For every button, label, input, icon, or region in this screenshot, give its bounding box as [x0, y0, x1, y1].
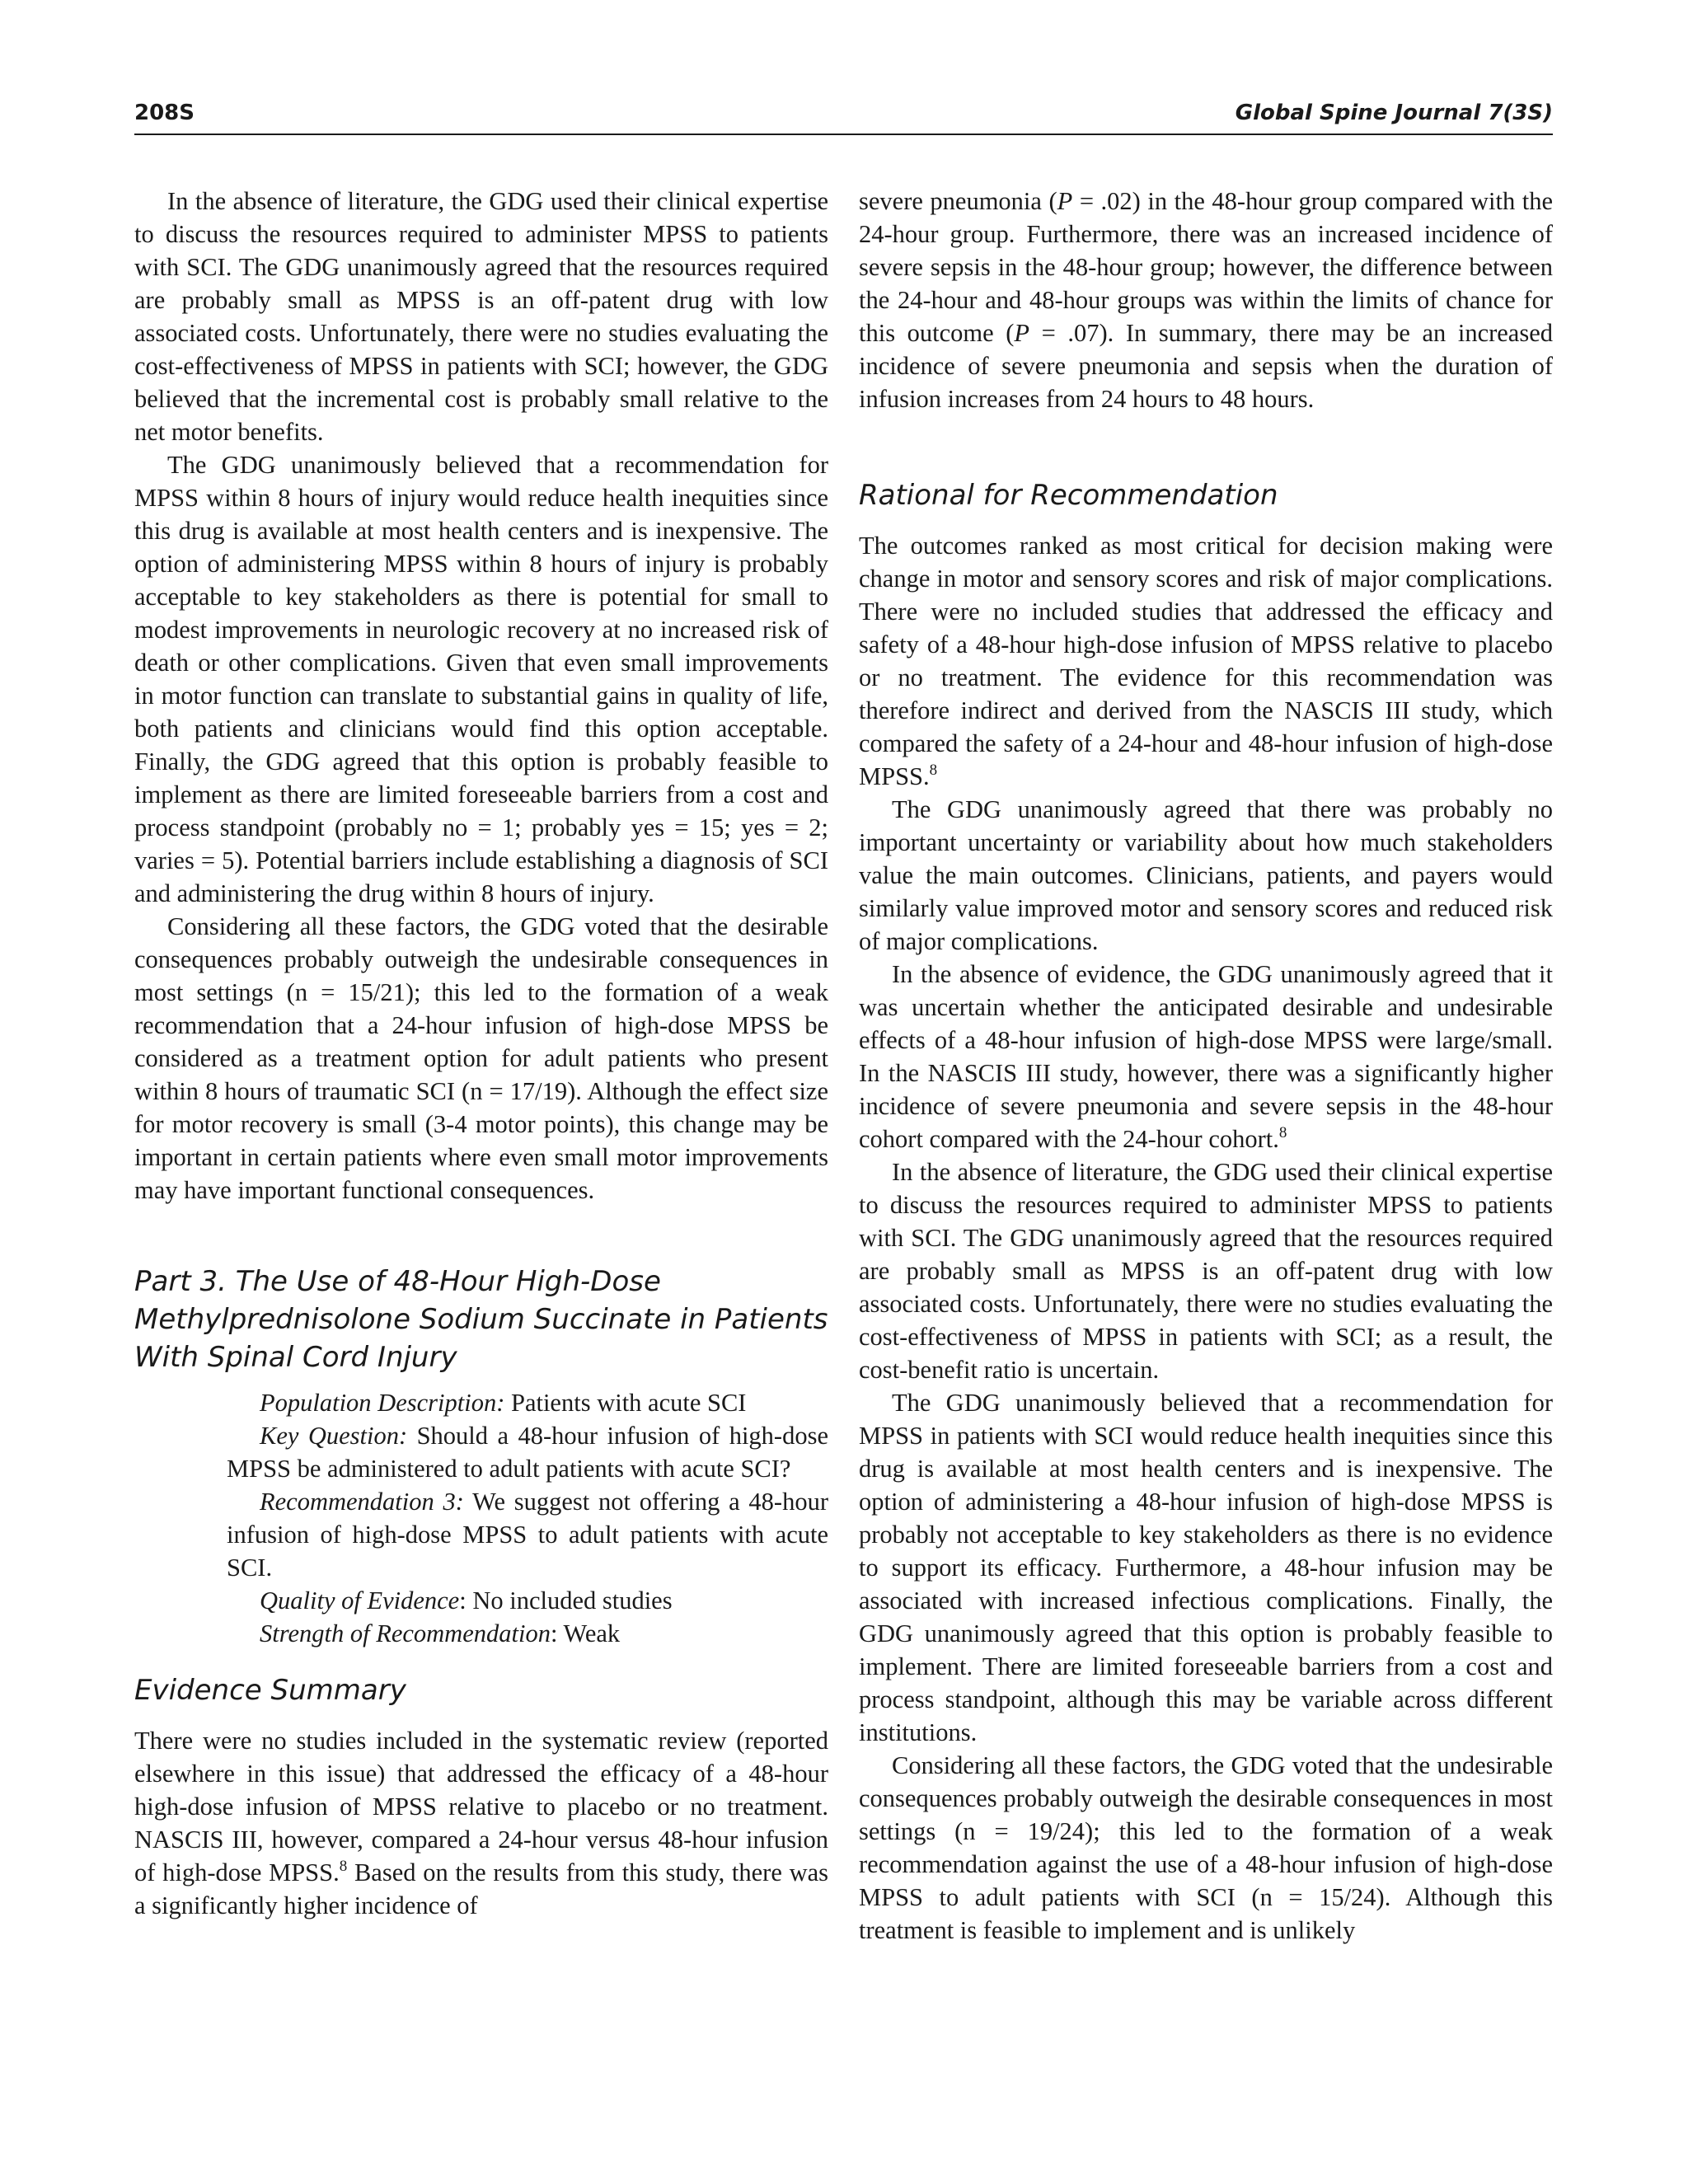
recommendation-text: We suggest not offering a 48-hour infusion of high-dose MPSS to adult patients with acute SCI.	[227, 1488, 828, 1582]
reference-8[interactable]: 8	[339, 1858, 348, 1875]
part3-heading-line-3: With Spinal Cord Injury	[134, 1341, 457, 1374]
population-label: Population Description:	[260, 1389, 505, 1417]
strength-label: Strength of Recommendation	[260, 1619, 551, 1647]
strength-of-recommendation	[194, 1617, 828, 1650]
pneumonia-text-a: severe pneumonia (	[859, 187, 1057, 215]
paragraph-equity-48h: The GDG unanimously believed that a recommendation for MPSS in patients with SCI would reduce health inequities since this drug is available at most health centers and is inexpensive. The option of administering a 48-hour infusion of high-dose MPSS is probably not acceptable to key stakeholders as there is no evidence to support its efficacy. Furthermore, a 48-hour infusion may be associated with increased infectious complications. Finally, the GDG unanimously agreed that this option is probably feasible to implement. There are limited foreseeable barriers from a cost and process standpoint, although this may be variable across different institutions.	[859, 1389, 1553, 1746]
outcomes-text: The outcomes ranked as most critical for decision making were change in motor and sensory scores and risk of major complications. There were no included studies that addressed the efficacy and safety of a 48-hour high-dose infusion of MPSS relative to placebo or no treatment. The evidence for this recommendation was therefore indirect and derived from the NASCIS III study, which compared the safety of a 24-hour and 48-hour infusion of high-dose MPSS.	[859, 532, 1553, 790]
part3-heading-line-2: Methylprednisolone Sodium Succinate in Patients	[134, 1303, 828, 1336]
paragraph-considering-48h: Considering all these factors, the GDG voted that the undesirable consequences probably outweigh the desirable consequences in most settings (n = 19/24); this led to the formation of a weak recommendation against the use of a 48-hour infusion of high-dose MPSS to adult patients with SCI (n = 15/24). Although this treatment is feasible to implement and is unlikely	[859, 1751, 1553, 1944]
paragraph-outcomes	[859, 529, 1553, 793]
section-heading-rational: Rational for Recommendation	[859, 479, 1278, 512]
p-value-symbol: P	[1057, 187, 1073, 215]
paragraph-resources-48h: In the absence of literature, the GDG used their clinical expertise to discuss the resources required to administer MPSS to patients with SCI. The GDG unanimously agreed that the resources required are probably small as MPSS is an off-patent drug with low associated costs. Unfortunately, there were no studies evaluating the cost-effectiveness of MPSS in patients with SCI; as a result, the cost-benefit ratio is uncertain.	[859, 1158, 1553, 1384]
reference-8[interactable]: 8	[929, 762, 938, 779]
evidence-text-b: Based on the results from this study, there was a significantly higher incidence of	[134, 1858, 829, 1919]
uncertainty-text: In the absence of evidence, the GDG unanimously agreed that it was uncertain whether the anticipated desirable and undesirable effects of a 48-hour infusion of high-dose MPSS were large/small. In the NASCIS III study, however, there was a significantly higher incidence of severe pneumonia and severe sepsis in the 48-hour cohort compared with the 24-hour cohort.	[859, 960, 1553, 1153]
running-header	[134, 97, 1553, 135]
p-value-symbol: P	[1014, 319, 1030, 347]
key-question	[194, 1419, 828, 1485]
section-heading-part3	[134, 1263, 828, 1376]
paragraph-evidence-summary	[134, 1724, 828, 1922]
part3-heading-line-1: Part 3. The Use of 48-Hour High-Dose	[134, 1265, 661, 1298]
population-description	[194, 1386, 828, 1419]
strength-text: : Weak	[550, 1619, 621, 1647]
pneumonia-text-b: = .02) in the 48-hour group compared with the 24-hour group. Furthermore, there was an increased incidence of severe sepsis in the 48-hour group; however, the difference between the 24-hour and 48-hour groups was within the limits of chance for this outcome (	[859, 187, 1553, 347]
journal-citation: Global Spine Journal 7(3S)	[1235, 101, 1553, 125]
section-heading-evidence-summary: Evidence Summary	[134, 1674, 406, 1707]
pneumonia-text-c: = .07). In summary, there may be an increased incidence of severe pneumonia and sepsis when the duration of infusion increases from 24 hours to 48 hours.	[859, 319, 1553, 413]
paragraph-values: The GDG unanimously agreed that there was probably no important uncertainty or variability about how much stakeholders value the main outcomes. Clinicians, patients, and payers would similarly value improved motor and sensory scores and reduced risk of major complications.	[859, 795, 1553, 955]
quality-of-evidence	[194, 1584, 828, 1617]
evidence-text-a: There were no studies included in the systematic review (reported elsewhere in this issue) that addressed the efficacy of a 48-hour high-dose infusion of MPSS relative to placebo or no treatment. NASCIS III, however, compared a 24-hour versus 48-hour infusion of high-dose MPSS.	[134, 1727, 828, 1886]
paragraph-pneumonia	[859, 185, 1553, 415]
quality-label: Quality of Evidence	[260, 1586, 460, 1615]
recommendation-block	[194, 1386, 828, 1650]
reference-8[interactable]: 8	[1278, 1124, 1287, 1141]
paragraph-resources: In the absence of literature, the GDG used their clinical expertise to discuss the resources required to administer MPSS to patients with SCI. The GDG unanimously agreed that the resources required are probably small as MPSS is an off-patent drug with low associated costs. Unfortunately, there were no studies evaluating the cost-effectiveness of MPSS in patients with SCI; however, the GDG believed that the incremental cost is probably small relative to the net motor benefits.	[134, 187, 828, 446]
population-text: Patients with acute SCI	[504, 1389, 747, 1417]
paragraph-uncertainty	[859, 958, 1553, 1155]
page-number: 208S	[134, 101, 195, 125]
paragraph-equity: The GDG unanimously believed that a recommendation for MPSS within 8 hours of injury would reduce health inequities since this drug is available at most health centers and is inexpensive. The option of administering MPSS within 8 hours of injury is probably acceptable to key stakeholders as there is potential for small to modest improvements in neurologic recovery at no increased risk of death or other complications. Given that even small improvements in motor function can translate to substantial gains in quality of life, both patients and clinicians would find this option acceptable. Finally, the GDG agreed that this option is probably feasible to implement as there are limited foreseeable barriers from a cost and process standpoint (probably no = 1; probably yes = 15; yes = 2; varies = 5). Potential barriers include establishing a diagnosis of SCI and administering the drug within 8 hours of injury.	[134, 451, 828, 907]
left-column	[134, 185, 828, 1922]
quality-text: : No included studies	[459, 1586, 673, 1615]
paragraph-considering: Considering all these factors, the GDG voted that the desirable consequences probably outweigh the undesirable consequences in most settings (n = 15/21); this led to the formation of a weak recommendation that a 24-hour infusion of high-dose MPSS be considered as a treatment option for adult patients who present within 8 hours of traumatic SCI (n = 17/19). Although the effect size for motor recovery is small (3-4 motor points), this change may be important in certain patients where even small motor improvements may have important functional consequences.	[134, 912, 828, 1204]
right-column	[859, 185, 1553, 1947]
recommendation-label: Recommendation 3:	[260, 1488, 464, 1516]
key-question-label: Key Question:	[260, 1422, 408, 1450]
key-question-text: Should a 48-hour infusion of high-dose MPSS be administered to adult patients with acute SCI?	[227, 1422, 828, 1483]
recommendation-3	[194, 1485, 828, 1584]
